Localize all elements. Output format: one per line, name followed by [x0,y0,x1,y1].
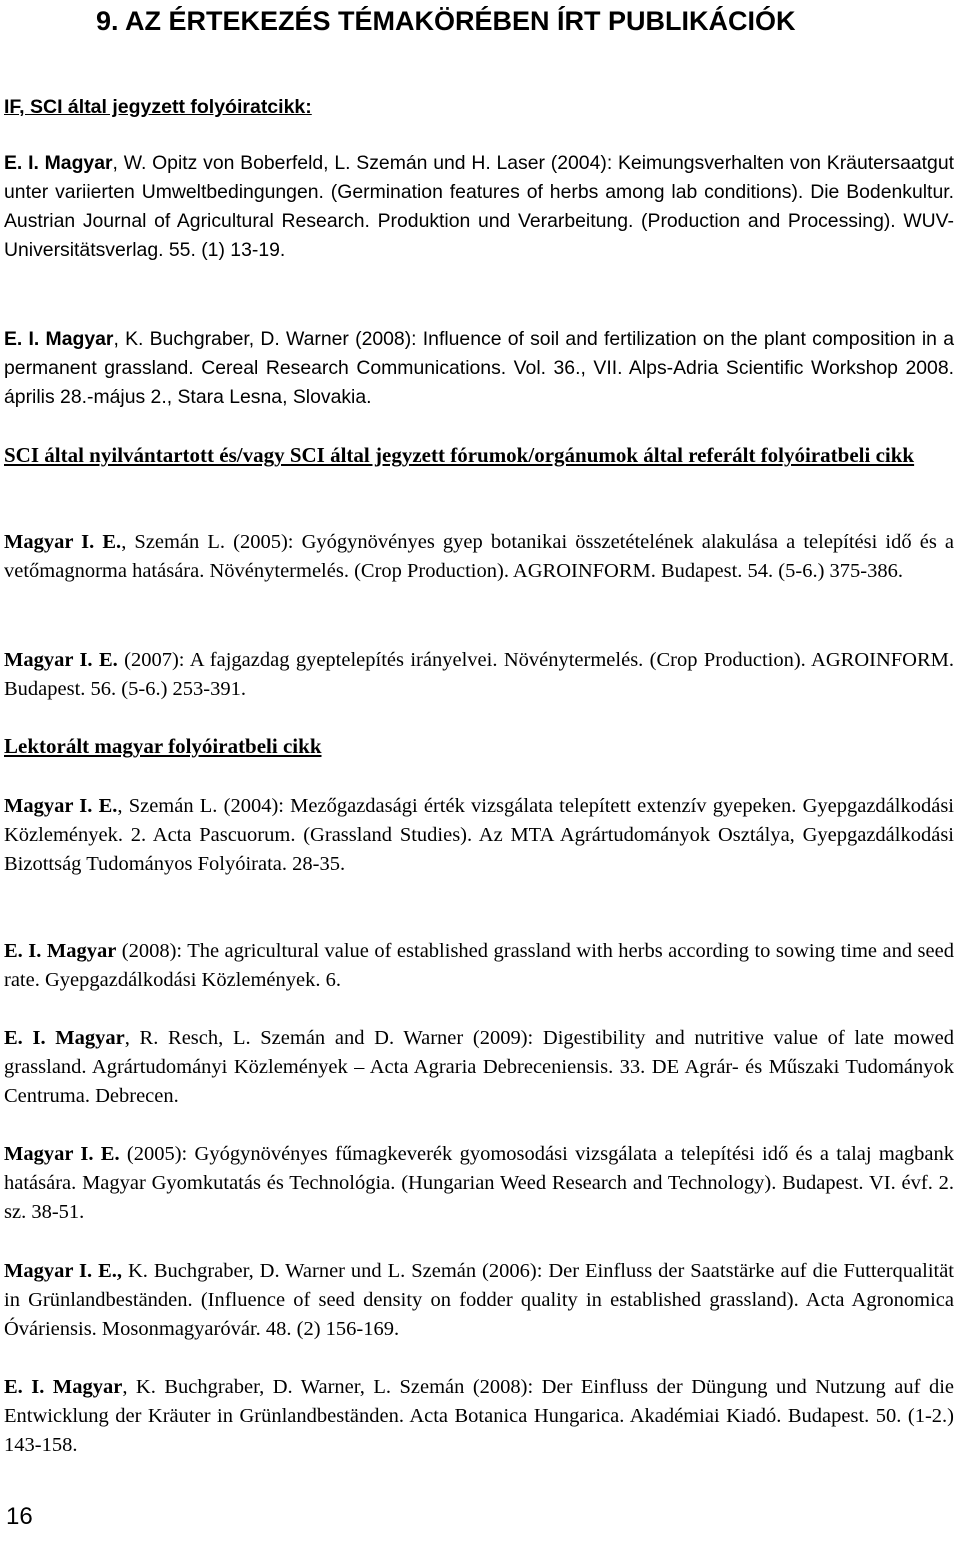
section-heading-if-sci: IF, SCI által jegyzett folyóiratcikk: [4,96,312,118]
publication-entry-10 [4,1373,954,1460]
entry-authors: E. I. Magyar [4,328,114,350]
publication-entry-3 [4,528,954,586]
entry-citation: , Szemán L. (2005): Gyógynövényes gyep botanikai összetételének alakulása a telepítési idő és a vetőmagnorma hatására. Növénytermelés. (Crop Production). AGROINFORM. Budapest. 54. (5-6.) 375-386. [4,531,955,582]
section-heading-hungarian-journal: Lektorált magyar folyóiratbeli cikk [4,734,322,758]
entry-citation: , K. Buchgraber, D. Warner (2008): Influence of soil and fertilization on the plant composition in a permanent grassland. Cereal Research Communications. Vol. 36., VII. Alps-Adria Scientific Workshop 2008. április 28.-május 2., Stara Lesna, Slovakia. [4,328,954,408]
entry-authors: Magyar I. E. [4,795,118,817]
entry-authors: Magyar I. E. [4,649,118,671]
entry-citation: (2008): The agricultural value of established grassland with herbs according to sowing time and seed rate. Gyepgazdálkodási Közlemények. 6. [4,940,954,991]
entry-citation: (2005): Gyógynövényes fűmagkeverék gyomosodási vizsgálata a telepítési idő és a talaj magbank hatására. Magyar Gyomkutatás és Technológia. (Hungarian Weed Research and Technology). Budapest. VI. évf. 2. sz. 38-51. [4,1143,954,1223]
publication-entry-4 [4,646,954,704]
publication-entry-6 [4,937,954,995]
entry-authors: Magyar I. E. [4,1143,120,1165]
page-number: 16 [6,1503,33,1530]
entry-citation: , Szemán L. (2004): Mezőgazdasági érték vizsgálata telepített extenzív gyepeken. Gyepgazdálkodási Közlemények. 2. Acta Pascuorum. (Grassland Studies). Az MTA Agrártudományok Osztálya, Gyepgazdálkodási Bizottság Tudományos Folyóirata. 28-35. [4,795,955,875]
publication-entry-9 [4,1257,954,1344]
entry-citation: , R. Resch, L. Szemán and D. Warner (2009): Digestibility and nutritive value of late mowed grassland. Agrártudományi Közlemények – Acta Agraria Debreceniensis. 33. DE Agrár- és Műszaki Tudományok Centruma. Debrecen. [4,1027,955,1107]
entry-authors: Magyar I. E., [4,1260,122,1282]
entry-authors: E. I. Magyar [4,1376,123,1398]
entry-citation: , W. Opitz von Boberfeld, L. Szemán und H. Laser (2004): Keimungsverhalten von Kräutersaatgut unter variierten Umweltbedingungen. (Germination features of herbs among lab conditions). Die Bodenkultur. Austrian Journal of Agricultural Research. Produktion und Verarbeitung. (Production and Processing). WUV-Universitätsverlag. 55. (1) 13-19. [4,152,954,261]
entry-authors: Magyar I. E. [4,531,122,553]
section-heading-sci-referenced: SCI által nyilvántartott és/vagy SCI által jegyzett fórumok/orgánumok által referált folyóiratbeli cikk [4,443,915,467]
entry-citation: K. Buchgraber, D. Warner und L. Szemán (2006): Der Einfluss der Saatstärke auf die Futterqualität in Grünlandbeständen. (Influence of seed density on fodder quality in established grassland). Acta Agronomica Óváriensis. Mosonmagyaróvár. 48. (2) 156-169. [4,1260,955,1340]
publication-entry-2 [4,325,954,412]
entry-authors: E. I. Magyar [4,1027,125,1049]
publication-entry-7 [4,1024,954,1111]
entry-authors: E. I. Magyar [4,940,117,962]
publication-entry-8 [4,1140,954,1227]
page-title: 9. AZ ÉRTEKEZÉS TÉMAKÖRÉBEN ÍRT PUBLIKÁCIÓK [96,6,796,36]
publication-entry-1 [4,149,954,265]
entry-citation: (2007): A fajgazdag gyeptelepítés irányelvei. Növénytermelés. (Crop Production). AGROINFORM. Budapest. 56. (5-6.) 253-391. [4,649,954,700]
entry-citation: , K. Buchgraber, D. Warner, L. Szemán (2008): Der Einfluss der Düngung und Nutzung auf die Entwicklung der Kräuter in Grünlandbeständen. Acta Botanica Hungarica. Akadémiai Kiadó. Budapest. 50. (1-2.) 143-158. [4,1376,954,1456]
entry-authors: E. I. Magyar [4,152,113,174]
publication-entry-5 [4,792,954,879]
